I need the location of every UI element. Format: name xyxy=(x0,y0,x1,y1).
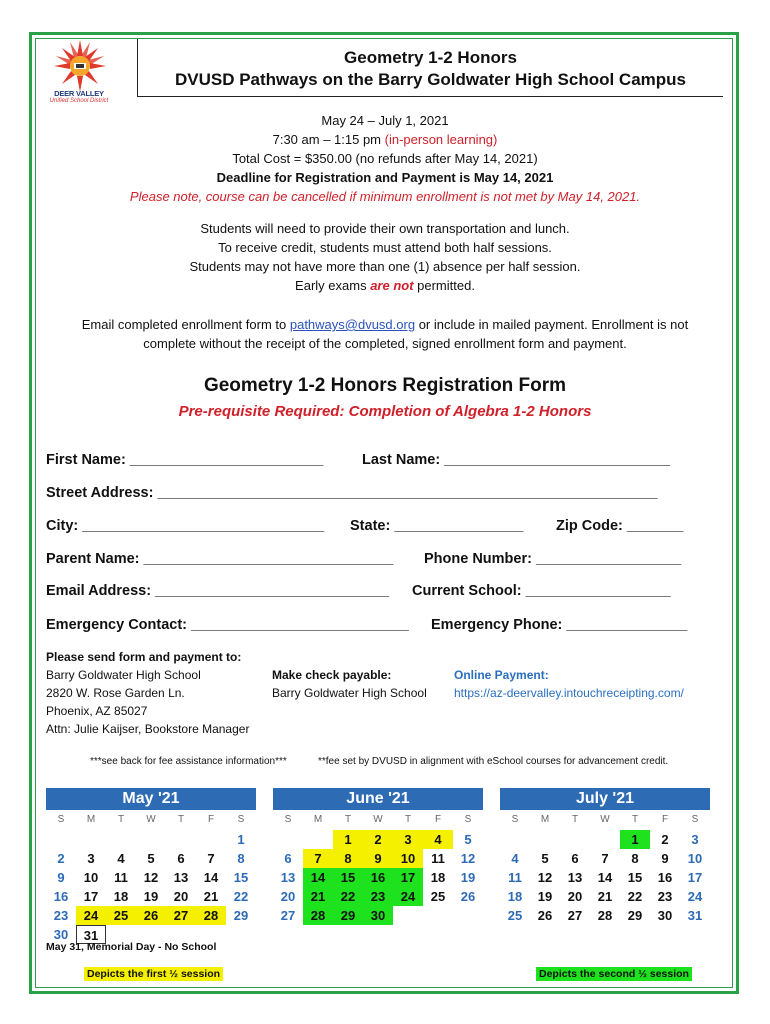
calendar-day: 21 xyxy=(303,887,333,906)
parent-name-field[interactable]: Parent Name: _______________________________ xyxy=(46,551,394,567)
page-title: Geometry 1-2 Honors xyxy=(344,48,517,67)
day-of-week-label: S xyxy=(691,814,699,825)
calendar-day: 12 xyxy=(460,851,476,866)
state-field[interactable]: State: ________________ xyxy=(350,518,524,534)
day-of-week-label: S xyxy=(284,814,292,825)
calendar-day: 15 xyxy=(627,870,643,885)
calendar-day: 4 xyxy=(511,851,519,866)
calendar-day: 8 xyxy=(631,851,639,866)
calendar-day: 28 xyxy=(196,906,226,925)
course-time-note: (in-person learning) xyxy=(384,132,498,147)
calendar-day: 7 xyxy=(601,851,609,866)
calendar-day: 19 xyxy=(537,889,553,904)
mail-to-line: 2820 W. Rose Garden Ln. xyxy=(46,686,185,700)
page-subtitle: DVUSD Pathways on the Barry Goldwater High School Campus xyxy=(174,70,687,89)
calendar-day: 7 xyxy=(207,851,215,866)
calendar-day: 5 xyxy=(464,832,472,847)
day-of-week-label: T xyxy=(404,814,412,825)
day-of-week-label: S xyxy=(237,814,245,825)
calendar-day: 1 xyxy=(237,832,245,847)
calendar-day: 27 xyxy=(567,908,583,923)
calendar-day: 11 xyxy=(508,870,522,885)
calendar-day: 12 xyxy=(143,870,159,885)
calendar-day: 16 xyxy=(53,889,69,904)
emergency-contact-field[interactable]: Emergency Contact: ___________________________ xyxy=(46,617,409,633)
zip-code-field[interactable]: Zip Code: _______ xyxy=(556,518,684,534)
calendar-day: 15 xyxy=(333,868,363,887)
calendar-may-dows xyxy=(46,810,256,830)
day-of-week-label: T xyxy=(177,814,185,825)
course-dates: May 24 – July 1, 2021 xyxy=(321,113,449,128)
emergency-phone-field[interactable]: Emergency Phone: _______________ xyxy=(431,617,688,633)
email-instructions-pre: Email completed enrollment form to xyxy=(81,317,290,332)
calendar-day: 7 xyxy=(303,849,333,868)
calendar-day: 10 xyxy=(83,870,99,885)
calendar-july xyxy=(500,788,710,925)
calendar-empty-cell xyxy=(226,925,256,944)
calendar-may-title: May '21 xyxy=(46,788,256,810)
last-name-field[interactable]: Last Name: ____________________________ xyxy=(362,452,670,468)
online-payment-link[interactable]: https://az-deervalley.intouchreceipting.com/ xyxy=(454,686,684,700)
street-address-field[interactable]: Street Address: ______________________________________________________________ xyxy=(46,485,658,501)
calendar-day: 22 xyxy=(627,889,643,904)
day-of-week-label: T xyxy=(571,814,579,825)
calendar-empty-cell xyxy=(590,830,620,849)
calendar-july-dows xyxy=(500,810,710,830)
calendar-day: 12 xyxy=(537,870,553,885)
calendar-day: 6 xyxy=(177,851,185,866)
mail-to-heading: Please send form and payment to: xyxy=(46,650,242,664)
day-of-week-label: W xyxy=(600,814,610,825)
calendar-day: 9 xyxy=(363,849,393,868)
calendar-day: 1 xyxy=(620,830,650,849)
email-link[interactable]: pathways@dvusd.org xyxy=(289,317,416,332)
day-of-week-label: M xyxy=(540,814,550,825)
mail-to-line: Barry Goldwater High School xyxy=(46,668,201,682)
calendar-day: 27 xyxy=(166,906,196,925)
calendar-june-grid xyxy=(273,830,483,925)
calendar-day: 18 xyxy=(430,870,446,885)
calendar-day: 8 xyxy=(333,849,363,868)
calendar-day: 29 xyxy=(333,906,363,925)
legend-first-session: Depicts the first ½ session xyxy=(84,967,223,981)
calendar-day: 2 xyxy=(363,830,393,849)
calendar-day: 31 xyxy=(76,925,106,944)
calendar-empty-cell xyxy=(393,906,423,925)
email-instructions-post: or include in mailed payment. Enrollment is not xyxy=(415,317,689,332)
calendar-day: 13 xyxy=(280,870,296,885)
mail-to-block xyxy=(46,648,276,738)
calendar-empty-cell xyxy=(136,830,166,849)
calendar-empty-cell xyxy=(453,906,483,925)
day-of-week-label: W xyxy=(373,814,383,825)
check-payable-name: Barry Goldwater High School xyxy=(272,686,427,700)
calendar-day: 21 xyxy=(203,889,219,904)
calendar-day: 11 xyxy=(431,851,445,866)
calendar-day: 9 xyxy=(661,851,669,866)
calendar-day: 11 xyxy=(114,870,128,885)
form-title: Geometry 1-2 Honors Registration Form xyxy=(203,375,567,396)
day-of-week-label: F xyxy=(207,814,215,825)
calendar-day: 29 xyxy=(233,908,249,923)
calendar-day: 24 xyxy=(76,906,106,925)
day-of-week-label: S xyxy=(464,814,472,825)
course-time-line xyxy=(40,130,730,149)
day-of-week-label: T xyxy=(117,814,125,825)
mail-to-line: Attn: Julie Kaijser, Bookstore Manager xyxy=(46,722,250,736)
calendar-empty-cell xyxy=(196,830,226,849)
calendar-day: 10 xyxy=(393,849,423,868)
calendar-day: 20 xyxy=(567,889,583,904)
calendar-day: 25 xyxy=(106,906,136,925)
calendar-empty-cell xyxy=(76,830,106,849)
calendar-day: 14 xyxy=(597,870,613,885)
calendar-day: 25 xyxy=(507,908,523,923)
calendar-day: 16 xyxy=(657,870,673,885)
calendar-day: 4 xyxy=(117,851,125,866)
calendar-day: 17 xyxy=(83,889,99,904)
calendar-empty-cell xyxy=(46,830,76,849)
calendar-day: 2 xyxy=(57,851,65,866)
calendar-july-grid xyxy=(500,830,710,925)
calendar-empty-cell xyxy=(423,906,453,925)
memorial-day-note: May 31, Memorial Day - No School xyxy=(46,941,217,953)
calendar-day: 28 xyxy=(597,908,613,923)
calendar-june xyxy=(273,788,483,925)
calendar-day: 6 xyxy=(284,851,292,866)
calendar-empty-cell xyxy=(500,830,530,849)
calendar-day: 14 xyxy=(203,870,219,885)
calendar-day: 20 xyxy=(173,889,189,904)
calendar-empty-cell xyxy=(303,830,333,849)
calendar-day: 30 xyxy=(53,927,69,942)
calendar-day: 14 xyxy=(303,868,333,887)
calendar-day: 8 xyxy=(237,851,245,866)
day-of-week-label: M xyxy=(313,814,323,825)
calendar-day: 20 xyxy=(280,889,296,904)
calendar-day: 18 xyxy=(113,889,129,904)
calendar-day: 17 xyxy=(687,870,703,885)
course-cost: Total Cost = $350.00 (no refunds after May 14, 2021) xyxy=(232,151,538,166)
rule-credit: To receive credit, students must attend both half sessions. xyxy=(218,240,552,255)
calendar-may-grid xyxy=(46,830,256,944)
rule-early-exams-post: permitted. xyxy=(413,278,475,293)
email-instructions xyxy=(40,315,730,334)
day-of-week-label: F xyxy=(661,814,669,825)
calendar-day: 22 xyxy=(333,887,363,906)
calendar-july-title: July '21 xyxy=(500,788,710,810)
calendar-day: 26 xyxy=(460,889,476,904)
calendar-day: 28 xyxy=(303,906,333,925)
calendar-day: 27 xyxy=(280,908,296,923)
calendar-day: 17 xyxy=(393,868,423,887)
calendar-day: 15 xyxy=(233,870,249,885)
calendar-day: 13 xyxy=(567,870,583,885)
check-payable-block xyxy=(272,666,452,702)
calendar-empty-cell xyxy=(166,830,196,849)
day-of-week-label: T xyxy=(344,814,352,825)
phone-number-field[interactable]: Phone Number: __________________ xyxy=(424,551,682,567)
calendar-day: 18 xyxy=(507,889,523,904)
calendar-day: 31 xyxy=(687,908,703,923)
calendar-day: 6 xyxy=(571,851,579,866)
first-name-field[interactable]: First Name: ________________________ xyxy=(46,452,324,468)
calendar-empty-cell xyxy=(560,830,590,849)
logo-subtitle: Unified School District xyxy=(49,98,109,104)
calendar-day: 3 xyxy=(87,851,95,866)
rule-early-exams xyxy=(40,276,730,295)
day-of-week-label: S xyxy=(57,814,65,825)
calendar-day: 5 xyxy=(147,851,155,866)
calendar-day: 19 xyxy=(460,870,476,885)
fee-set-note: **fee set by DVUSD in alignment with eSchool courses for advancement credit. xyxy=(318,756,669,767)
calendar-day: 24 xyxy=(687,889,703,904)
city-field[interactable]: City: ______________________________ xyxy=(46,518,325,534)
calendar-day: 13 xyxy=(173,870,189,885)
fee-assistance-note: ***see back for fee assistance information*** xyxy=(90,756,287,767)
cancel-note: Please note, course can be cancelled if minimum enrollment is not met by May 14, 2021. xyxy=(129,189,641,204)
calendar-day: 2 xyxy=(661,832,669,847)
email-address-field[interactable]: Email Address: _____________________________ xyxy=(46,583,389,599)
calendar-day: 26 xyxy=(537,908,553,923)
calendar-day: 23 xyxy=(363,887,393,906)
calendar-day: 30 xyxy=(657,908,673,923)
calendar-day: 1 xyxy=(333,830,363,849)
calendar-day: 9 xyxy=(57,870,65,885)
rule-early-exams-pre: Early exams xyxy=(295,278,371,293)
calendar-day: 19 xyxy=(143,889,159,904)
rule-absence: Students may not have more than one (1) absence per half session. xyxy=(189,259,581,274)
calendar-empty-cell xyxy=(273,830,303,849)
calendar-empty-cell xyxy=(106,830,136,849)
legend-second-session: Depicts the second ½ session xyxy=(536,967,692,981)
calendar-day: 23 xyxy=(53,908,69,923)
calendar-day: 25 xyxy=(430,889,446,904)
calendar-day: 30 xyxy=(363,906,393,925)
calendar-day: 24 xyxy=(393,887,423,906)
day-of-week-label: W xyxy=(146,814,156,825)
title-box xyxy=(137,39,723,97)
email-instructions-line2: complete without the receipt of the completed, signed enrollment form and payment. xyxy=(143,336,627,351)
deadline: Deadline for Registration and Payment is May 14, 2021 xyxy=(216,170,554,185)
calendar-empty-cell xyxy=(530,830,560,849)
calendar-day: 29 xyxy=(627,908,643,923)
rule-early-exams-emphasis: are not xyxy=(370,278,414,293)
calendar-may xyxy=(46,788,256,944)
calendar-day: 23 xyxy=(657,889,673,904)
mail-to-line: Phoenix, AZ 85027 xyxy=(46,704,148,718)
online-payment-heading: Online Payment: xyxy=(454,668,549,682)
calendar-day: 21 xyxy=(597,889,613,904)
calendar-day: 3 xyxy=(691,832,699,847)
calendar-day: 4 xyxy=(423,830,453,849)
logo-name: DEER VALLEY xyxy=(54,89,104,98)
day-of-week-label: T xyxy=(631,814,639,825)
calendar-day: 5 xyxy=(541,851,549,866)
calendar-day: 22 xyxy=(233,889,249,904)
calendar-day: 16 xyxy=(363,868,393,887)
calendar-day: 10 xyxy=(687,851,703,866)
check-payable-heading: Make check payable: xyxy=(272,668,392,682)
day-of-week-label: F xyxy=(434,814,442,825)
current-school-field[interactable]: Current School: __________________ xyxy=(412,583,671,599)
calendar-day: 3 xyxy=(393,830,423,849)
day-of-week-label: M xyxy=(86,814,96,825)
calendar-june-title: June '21 xyxy=(273,788,483,810)
calendar-june-dows xyxy=(273,810,483,830)
rule-transport: Students will need to provide their own transportation and lunch. xyxy=(200,221,570,236)
calendar-day: 26 xyxy=(136,906,166,925)
day-of-week-label: S xyxy=(511,814,519,825)
course-time: 7:30 am – 1:15 pm xyxy=(272,132,382,147)
prerequisite: Pre-requisite Required: Completion of Algebra 1-2 Honors xyxy=(178,403,592,420)
online-payment-block xyxy=(454,666,714,702)
